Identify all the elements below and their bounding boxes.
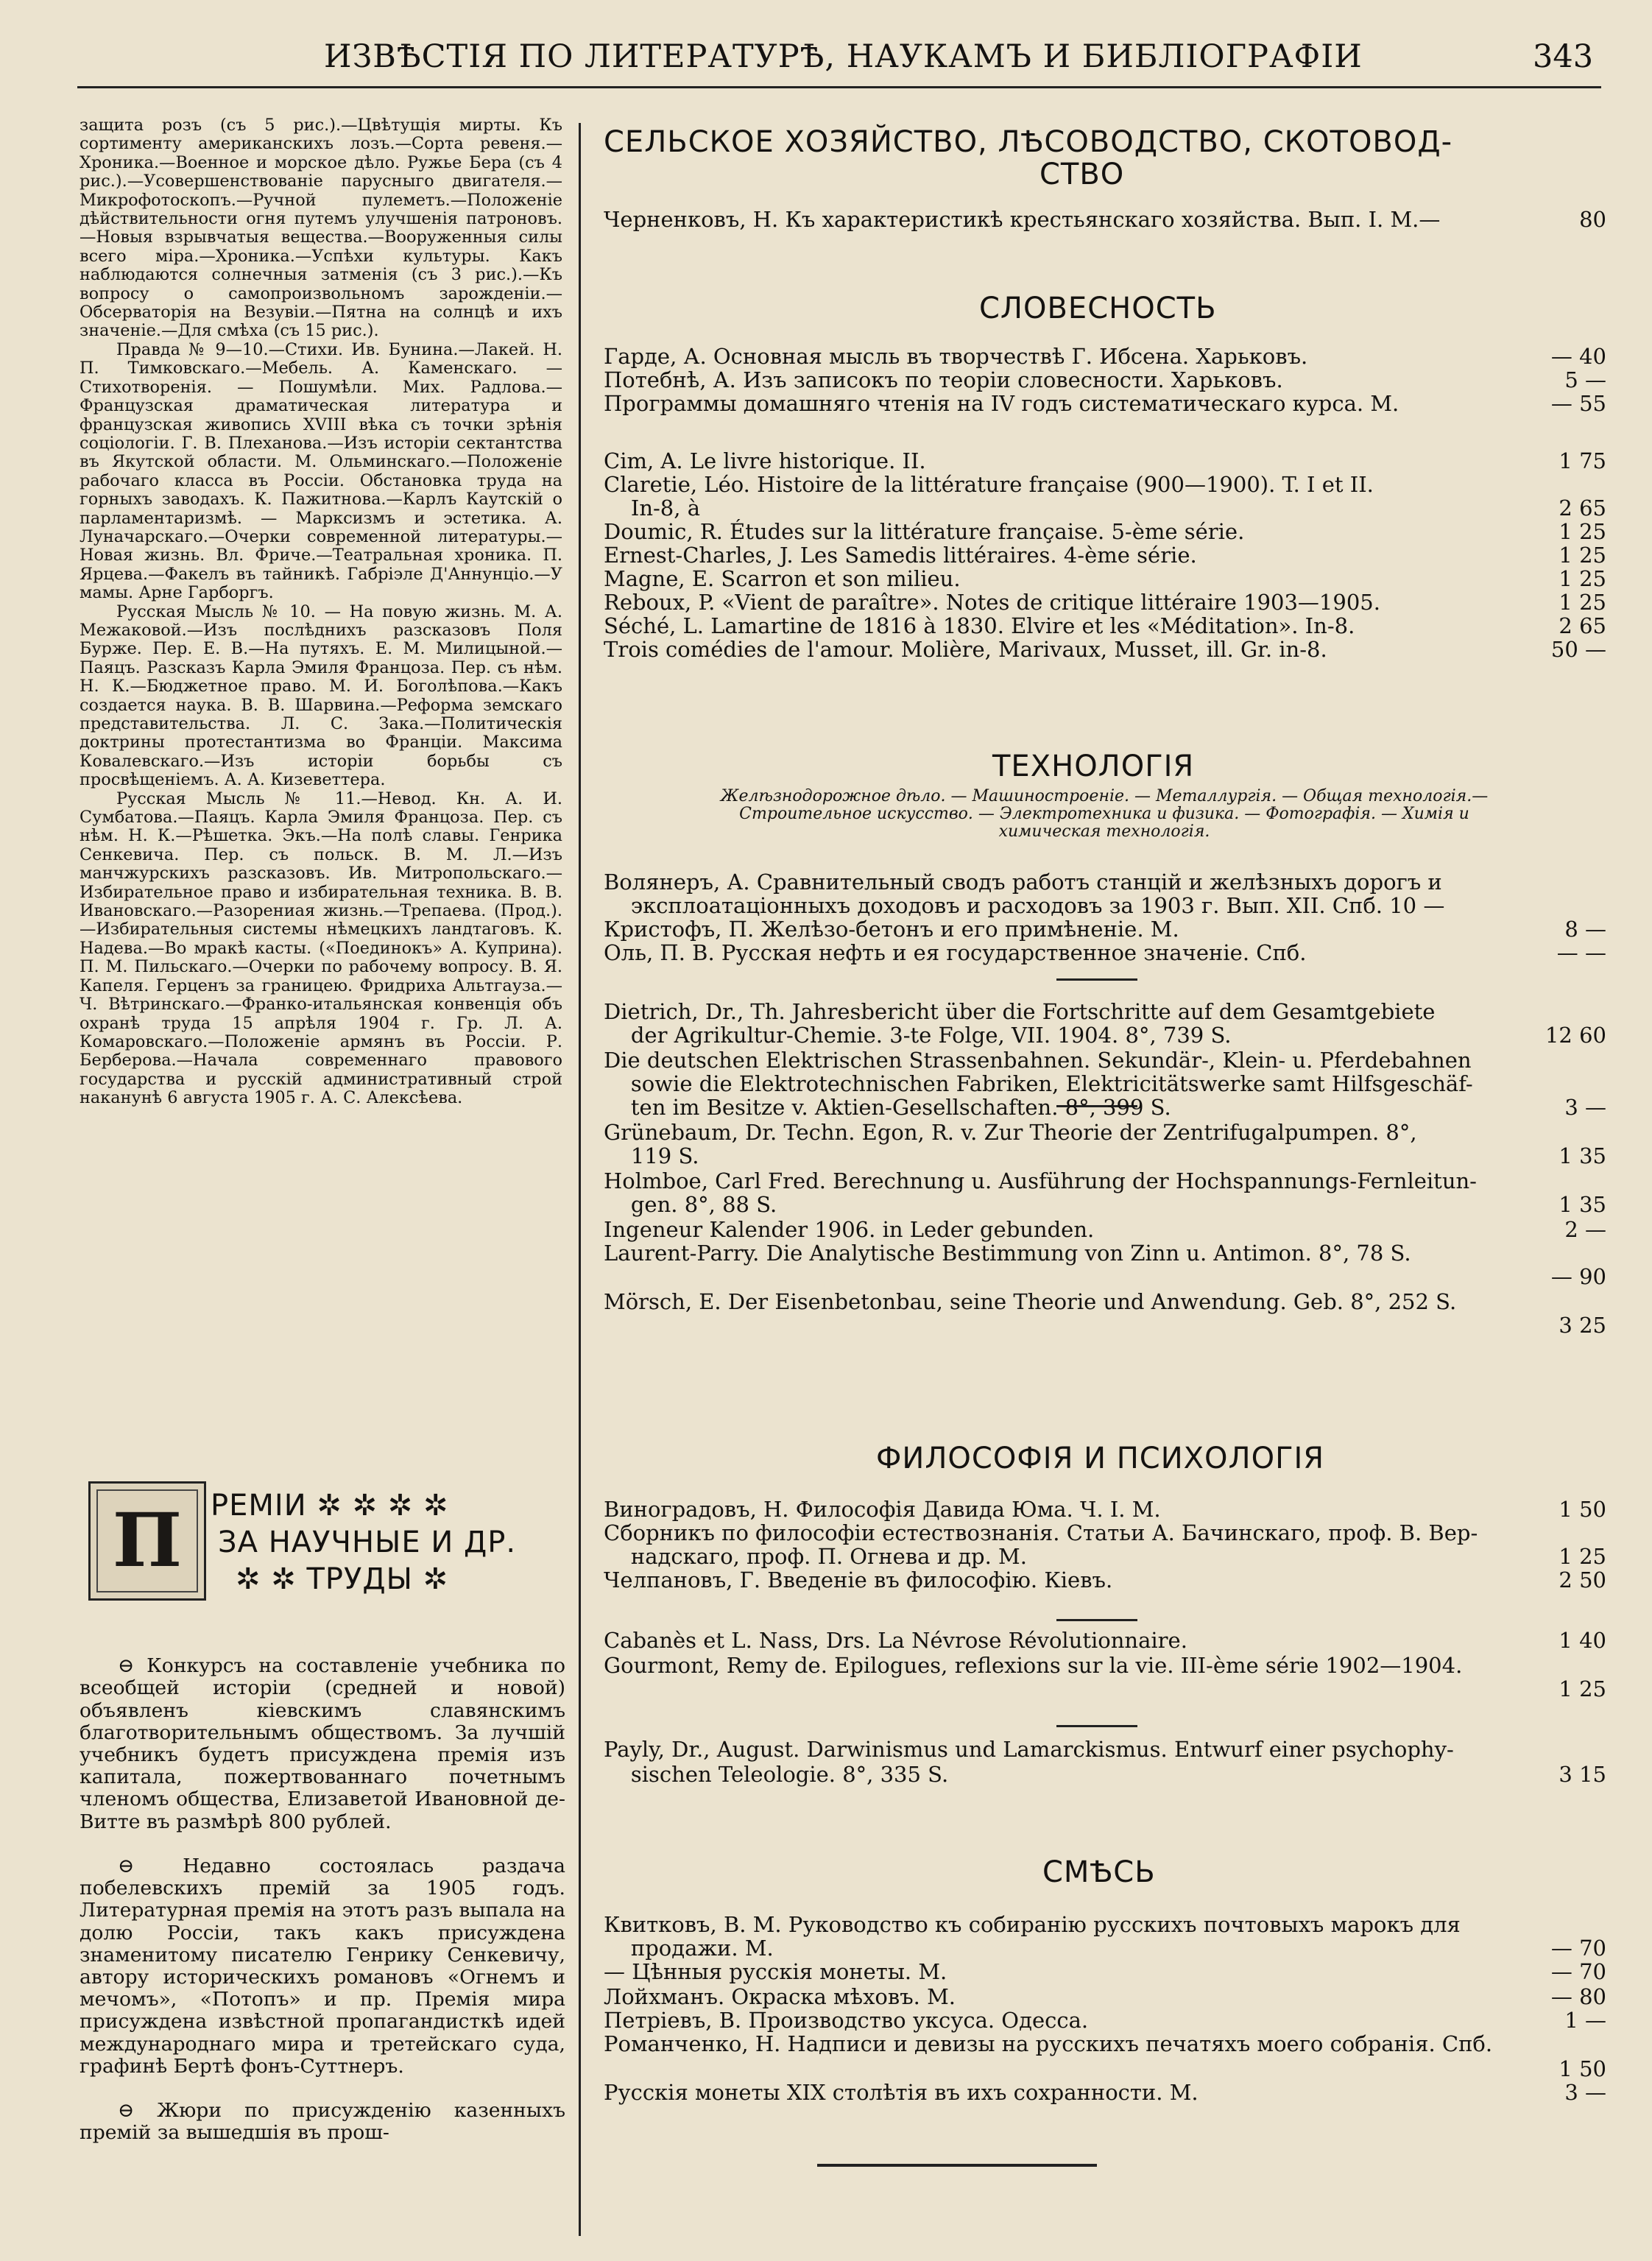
entry-price: 2 65 — [1559, 495, 1606, 521]
entry-price: — 90 — [1550, 1264, 1606, 1289]
entry-price: 1 25 — [1559, 543, 1606, 568]
column-divider — [579, 123, 581, 2236]
section-divider — [1056, 1725, 1137, 1727]
ornamental-initial — [88, 1481, 206, 1601]
section-divider — [1056, 978, 1137, 981]
entry-price: 3 15 — [1559, 1762, 1606, 1787]
bibliography-entry: Payly, Dr., August. Darwinismus und Lamarckismus. Entwurf einer psychophy- — [604, 1737, 1454, 1762]
entry-price: 1 50 — [1559, 2056, 1606, 2081]
section-title-philosophy: ФИЛОСОФІЯ И ПСИХОЛОГІЯ — [876, 1442, 1325, 1475]
section-title-agriculture-cont: СТВО — [1039, 158, 1125, 191]
header-rule — [77, 86, 1601, 88]
bibliography-entry: gen. 8°, 88 S. — [604, 1192, 777, 1217]
entry-price: — 70 — [1550, 1959, 1606, 1984]
entry-price: — 40 — [1550, 344, 1606, 369]
entry-price: 1 75 — [1559, 448, 1606, 473]
technology-subjects: Желѣзнодорожное дѣло. — Машиностроеніе. — Металлургія. — Общая технологія.— Строительное искусство. — Электротехника и физика. — Фотографія. — Химія и химическая технологія. — [720, 787, 1489, 841]
left-column — [80, 116, 562, 1108]
bibliography-entry: der Agrikultur-Chemie. 3-te Folge, VII. 1904. 8°, 739 S. — [604, 1023, 1232, 1048]
entry-price: 1 40 — [1559, 1628, 1606, 1653]
entry-price: 80 — [1579, 207, 1606, 232]
bibliography-entry: Cim, A. Le livre historique. II. — [604, 448, 926, 473]
bibliography-entry: Квитковъ, В. М. Руководство къ собиранію русскихъ почтовыхъ марокъ для — [604, 1912, 1461, 1937]
entry-price: 1 25 — [1559, 590, 1606, 615]
entry-price: 5 — — [1564, 367, 1606, 392]
entry-price: 2 65 — [1559, 613, 1606, 638]
bibliography-entry: Челпановъ, Г. Введеніе въ философію. Кіевъ. — [604, 1567, 1113, 1592]
bibliography-entry: Holmboe, Carl Fred. Berechnung u. Ausführung der Hochspannungs-Fernleitun- — [604, 1168, 1477, 1193]
bibliography-entry: Гарде, А. Основная мысль въ творчествѣ Г. Ибсена. Харьковъ. — [604, 344, 1308, 369]
entry-price: 1 — — [1564, 2008, 1606, 2033]
entry-price: 50 — — [1550, 637, 1606, 662]
bibliography-entry: Cabanès et L. Nass, Drs. La Névrose Révolutionnaire. — [604, 1628, 1187, 1653]
journal-contents-paragraph: Русская Мысль № 10. — На повую жизнь. М. А. Межаковой.—Изъ послѣднихъ разсказовъ Поля Бурже. Пер. Е. В.—На путяхъ. Е. М. Милицыной.—Паяцъ. Разсказъ Карла Эмиля Францоза. Пер. съ нѣм. Н. К.—Бюджетное право. М. И. Боголѣпова.—Какъ создается наука. В. В. Шарвина.—Реформа земскаго представительства. Л. С. Зака.—Политическія доктрины протестантизма во Франціи. Максима Ковалевскаго.—Изъ исторіи борьбы съ просвѣщеніемъ. А. А. Кизеветтера. — [80, 602, 562, 790]
bibliography-entry: — Цѣнныя русскія монеты. М. — [604, 1959, 947, 1984]
bibliography-entry: продажи. М. — [604, 1936, 774, 1961]
bibliography-entry: эксплоатаціонныхъ доходовъ и расходовъ за 1903 г. Вып. XII. Спб. 10 — — [604, 893, 1445, 918]
prize-heading-line: ЗА НАУЧНЫЕ И ДР. — [218, 1525, 517, 1559]
entry-price: 2 50 — [1559, 1567, 1606, 1592]
entry-price: 12 60 — [1545, 1023, 1606, 1048]
section-title-miscellany: СМѢСЬ — [1042, 1855, 1156, 1889]
bibliography-entry: Черненковъ, Н. Къ характеристикѣ крестьянскаго хозяйства. Вып. I. М.— — [604, 207, 1441, 232]
bibliography-entry: Reboux, P. «Vient de paraître». Notes de critique littéraire 1903—1905. — [604, 590, 1380, 615]
prize-heading-line: ✲ ✲ ТРУДЫ ✲ — [236, 1562, 449, 1596]
bibliography-entry: Кристофъ, П. Желѣзо-бетонъ и его примѣненіе. М. — [604, 917, 1179, 942]
bibliography-entry: надскаго, проф. П. Огнева и др. М. — [604, 1544, 1027, 1569]
bibliography-entry: Laurent-Parry. Die Analytische Bestimmung von Zinn u. Antimon. 8°, 78 S. — [604, 1241, 1411, 1266]
journal-contents-paragraph: Русская Мысль № 11.—Невод. Кн. А. И. Сумбатова.—Паяцъ. Карла Эмиля Францоза. Пер. съ нѣм. Н. К.—Рѣшетка. Экъ.—На полѣ славы. Генрика Сенкевича. Пер. съ польск. В. М. Л.—Изъ манчжурскихъ разсказовъ. Ив. Митропольскаго.—Избирательное право и избирательная техника. В. В. Ивановскаго.—Разорениая жизнь.—Трепаева. (Прод.).—Избирательныя системы нѣмецкихъ ландтаговъ. К. Надева.—Во мракѣ касты. («Поединокъ» А. Куприна). П. М. Пильскаго.—Очерки по рабочему вопросу. В. Я. Капеля. Герценъ за границею. Фридриха Альтгауза.—Ч. Вѣтринскаго.—Франко-итальянская конвенція объ охранѣ труда 15 апрѣля 1904 г. Гр. Л. А. Комаровскаго.—Положеніе армянъ въ Россіи. Р. Берберова.—Начала современнаго правового государства и русскій административный строй наканунѣ 6 августа 1905 г. А. С. Алексѣева. — [80, 789, 562, 1108]
entry-price: — 55 — [1550, 391, 1606, 416]
entry-price: 1 50 — [1559, 1497, 1606, 1522]
bibliography-entry: 119 S. — [604, 1143, 699, 1168]
entry-price: 3 — — [1564, 2080, 1606, 2105]
entry-price: 8 — — [1564, 917, 1606, 942]
page-number: 343 — [1533, 38, 1594, 75]
page-header — [0, 38, 1652, 82]
entry-price: — 70 — [1550, 1936, 1606, 1961]
bibliography-entry: Волянеръ, А. Сравнительный сводъ работъ станцій и желѣзныхъ дорогъ и — [604, 870, 1442, 895]
bibliography-entry: In-8, à — [604, 495, 700, 521]
bibliography-entry: Trois comédies de l'amour. Molière, Marivaux, Musset, ill. Gr. in-8. — [604, 637, 1327, 662]
bibliography-entry: Романченко, Н. Надписи и девизы на русскихъ печатяхъ моего собранія. Спб. — [604, 2031, 1493, 2056]
bibliography-entry: Die deutschen Elektrischen Strassenbahnen. Sekundär-, Klein- u. Pferdebahnen — [604, 1048, 1472, 1073]
journal-contents-paragraph: Правда № 9—10.—Стихи. Ив. Бунина.—Лакей. Н. П. Тимковскаго.—Мебель. А. Каменскаго. — Стихотворенія. — Пошумѣли. Мих. Радлова.—Французская драматическая литература и французская живопись XVIII вѣка съ точки зрѣнія соціологіи. Г. В. Плеханова.—Изъ исторіи сектантства въ Якутской области. М. Ольминскаго.—Положеніе рабочаго класса въ Россіи. Обстановка труда на горныхъ заводахъ. К. Пажитнова.—Карлъ Каутскій о парламентаризмѣ. — Марксизмъ и эстетика. А. Луначарскаго.—Очерки современной литературы.—Новая жизнь. Вл. Фриче.—Театральная хроника. П. Ярцева.—Факелъ въ тайникѣ. Габріэле Д'Аннунціо.—У мамы. Арне Гарборгъ. — [80, 339, 562, 603]
bibliography-entry: sowie die Elektrotechnischen Fabriken, Elektricitätswerke samt Hilfsgeschäf- — [604, 1071, 1473, 1096]
initial-letter: П — [112, 1497, 183, 1584]
bibliography-entry: Ernest-Charles, J. Les Samedis littéraires. 4-ème série. — [604, 543, 1197, 568]
bibliography-entry: Русскія монеты XIX столѣтія въ ихъ сохранности. М. — [604, 2080, 1199, 2105]
bibliography-entry: sischen Teleologie. 8°, 335 S. — [604, 1762, 949, 1787]
entry-price: 1 35 — [1559, 1192, 1606, 1217]
bibliography-entry: Séché, L. Lamartine de 1816 à 1830. Elvire et les «Méditation». In-8. — [604, 613, 1355, 638]
bibliography-entry: Mörsch, E. Der Eisenbetonbau, seine Theorie und Anwendung. Geb. 8°, 252 S. — [604, 1289, 1457, 1314]
bibliography-entry: Grünebaum, Dr. Techn. Egon, R. v. Zur Theorie der Zentrifugalpumpen. 8°, — [604, 1120, 1417, 1145]
section-divider — [1056, 1619, 1137, 1621]
entry-price: 3 25 — [1559, 1313, 1606, 1338]
section-title-literature: СЛОВЕСНОСТЬ — [979, 292, 1217, 325]
bibliography-entry: Потебнѣ, А. Изъ записокъ по теоріи словесности. Харьковъ. — [604, 367, 1283, 392]
prize-heading-line: РЕМІИ ✲ ✲ ✲ ✲ — [211, 1489, 449, 1523]
bibliography-entry: Ingeneur Kalender 1906. in Leder gebunden. — [604, 1217, 1095, 1242]
entry-price: 1 25 — [1559, 1544, 1606, 1569]
entry-price: 2 — — [1564, 1217, 1606, 1242]
news-paragraph: ⊖ Недавно состоялась раздача побелевскихъ премій за 1905 годъ. Литературная премія на этотъ разъ выпала на долю Россіи, такъ какъ присуждена знаменитому писателю Генрику Сенкевичу, автору историческихъ романовъ «Огнемъ и мечомъ», «Потопъ» и пр. Премія мира присуждена извѣстной пропагандисткѣ идей международнаго мира и третейскаго суда, графинѣ Бертѣ фонъ-Суттнеръ. — [80, 1855, 565, 2078]
entry-price: 1 25 — [1559, 519, 1606, 544]
section-title-agriculture: СЕЛЬСКОЕ ХОЗЯЙСТВО, ЛѢСОВОДСТВО, СКОТОВОД- — [604, 125, 1453, 159]
bibliography-entry: Magne, E. Scarron et son milieu. — [604, 566, 961, 591]
entry-price: 1 25 — [1559, 1676, 1606, 1701]
entry-price: 3 — — [1564, 1095, 1606, 1120]
bibliography-entry: Doumic, R. Études sur la littérature française. 5-ème série. — [604, 519, 1245, 544]
news-paragraph: ⊖ Жюри по присужденію казенныхъ премій за вышедшія въ прош- — [80, 2099, 565, 2145]
prize-heading — [88, 1481, 560, 1598]
bibliography-entry: Виноградовъ, Н. Философія Давида Юма. Ч. I. М. — [604, 1497, 1161, 1522]
section-title-technology: ТЕХНОЛОГІЯ — [992, 749, 1195, 783]
bibliography-entry: Dietrich, Dr., Th. Jahresbericht über die Fortschritte auf dem Gesamtgebiete — [604, 999, 1436, 1024]
bibliography-entry: ten im Besitze v. Aktien-Gesellschaften. 8°, 399 S. — [604, 1095, 1171, 1120]
end-rule — [817, 2164, 1097, 2167]
bibliography-entry: Сборникъ по философіи естествознанія. Статьи А. Бачинскаго, проф. В. Вер- — [604, 1520, 1478, 1545]
bibliography-entry: Claretie, Léo. Histoire de la littérature française (900—1900). T. I et II. — [604, 472, 1374, 497]
entry-price: 1 25 — [1559, 566, 1606, 591]
running-title: ИЗВѢСТІЯ ПО ЛИТЕРАТУРѢ, НАУКАМЪ И БИБЛІОГРАФІИ — [324, 38, 1363, 75]
bibliography-entry: Gourmont, Remy de. Epilogues, reflexions sur la vie. III-ème série 1902—1904. — [604, 1653, 1463, 1678]
bibliography-entry: Лойхманъ. Окраска мѣховъ. М. — [604, 1984, 956, 2009]
bibliography-entry: Петріевъ, В. Производство уксуса. Одесса. — [604, 2008, 1089, 2033]
bibliography-entry: Оль, П. В. Русская нефть и ея государственное значеніе. Спб. — [604, 940, 1307, 965]
entry-price: — 80 — [1550, 1984, 1606, 2009]
entry-price: 1 35 — [1559, 1143, 1606, 1168]
prize-news — [80, 1633, 565, 2167]
news-paragraph: ⊖ Конкурсъ на составленіе учебника по всеобщей исторіи (средней и новой) объявленъ кіевскимъ славянскимъ благотворительнымъ обществомъ. За лучшій учебникъ будетъ присуждена премія изъ капитала, пожертвованнаго почетнымъ членомъ общества, Елизаветой Ивановной де-Витте въ размѣрѣ 800 рублей. — [80, 1654, 565, 1833]
bibliography-entry: Программы домашняго чтенія на IV годъ систематическаго курса. М. — [604, 391, 1399, 416]
entry-price: — — — [1556, 940, 1606, 965]
journal-contents-paragraph: защита розъ (съ 5 рис.).—Цвѣтущія мирты. Къ сортименту американскихъ лозъ.—Сорта ревеня.—Хроника.—Военное и морское дѣло. Ружье Бера (съ 4 рис.).—Усовершенствованіе парусныго двигателя.—Микрофотоскопъ.—Ручной пулеметъ.—Положеніе дѣйствительности огня путемъ улучшенія патроновъ.—Новыя взрывчатыя вещества.—Вооруженныя силы всего міра.—Хроника.—Успѣхи культуры. Какъ наблюдаются солнечныя затменія (съ 3 рис.).—Къ вопросу о самопроизвольномъ зарожденіи.—Обсерваторія на Везувіи.—Пятна на солнцѣ и ихъ значеніе.—Для смѣха (съ 15 рис.). — [80, 116, 562, 341]
